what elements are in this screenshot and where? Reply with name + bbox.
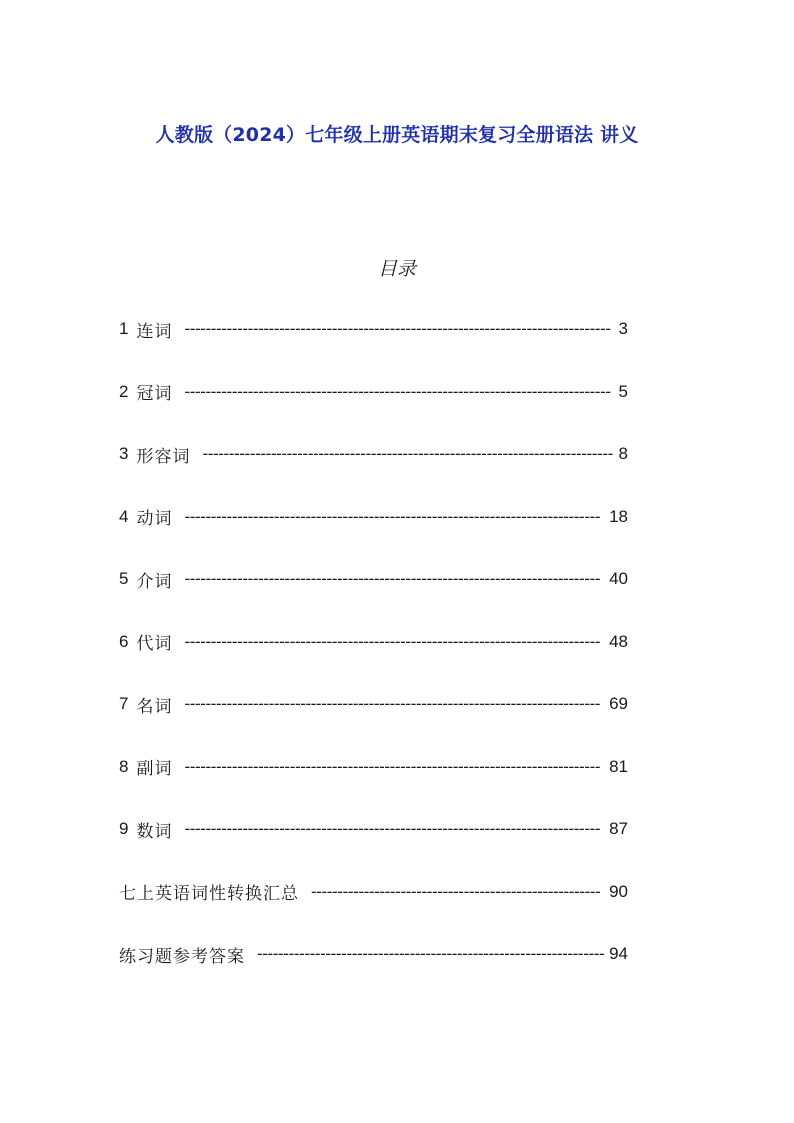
toc-entry-number: 2 [119, 381, 129, 401]
toc-entry[interactable] [119, 566, 628, 592]
toc-entry-page: 90 [609, 881, 628, 901]
toc-entry-label: 七上英语词性转换汇总 [119, 884, 299, 904]
toc-entry-label: 名词 [136, 696, 173, 717]
toc-entry-number: 4 [119, 506, 129, 526]
toc-entry-label: 介词 [136, 571, 173, 592]
toc-entry-label: 代词 [136, 634, 173, 654]
toc-entry[interactable] [119, 691, 628, 717]
toc-dot-leader: ------------------------------------------------------------------------------- [184, 569, 601, 588]
toc-entry-page: 3 [618, 319, 628, 338]
toc-entry-label: 副词 [136, 759, 173, 779]
toc-dot-leader: ------------------------------------------------------------------------------- [184, 819, 601, 838]
toc-entry[interactable] [119, 504, 628, 530]
toc-entry[interactable] [119, 941, 628, 967]
toc-entry-page: 18 [609, 506, 628, 526]
toc-dot-leader: ------------------------------------------------------------------------------- [184, 694, 601, 713]
toc-entry-label: 连词 [136, 321, 173, 342]
toc-entry[interactable] [119, 879, 628, 905]
toc-entry-page: 87 [609, 819, 628, 838]
toc-entry-page: 8 [618, 444, 628, 463]
toc-heading: 目录 [377, 258, 416, 280]
toc-entry[interactable] [119, 754, 628, 780]
toc-dot-leader: ------------------------------------------------------------------------------- [184, 631, 601, 651]
toc-entry-number: 5 [119, 569, 129, 588]
toc-entry-page: 40 [609, 569, 628, 588]
toc-entry-label: 冠词 [136, 384, 173, 404]
toc-dot-leader: --------------------------------------------------------------------------------- [184, 381, 611, 401]
toc-dot-leader: ------------------------------------------------------------------ [257, 944, 605, 963]
toc-entry-page: 94 [609, 944, 628, 963]
toc-dot-leader: ------------------------------------------------------------------------------- [184, 506, 601, 526]
toc-entry[interactable] [119, 629, 628, 655]
toc-dot-leader: ------------------------------------------------------------------------------- [184, 756, 601, 776]
toc-entry-page: 5 [618, 381, 628, 401]
toc-entry-number: 7 [119, 694, 129, 713]
toc-entry-page: 69 [609, 694, 628, 713]
toc-entry[interactable] [119, 316, 628, 342]
toc-entry[interactable] [119, 441, 628, 467]
toc-entry-label: 练习题参考答案 [119, 946, 245, 967]
toc-dot-leader: --------------------------------------------------------------------------------- [184, 319, 611, 338]
toc-dot-leader: ------------------------------------------------------------------------------ [202, 444, 613, 463]
toc-entry-number: 9 [119, 819, 129, 838]
toc-entry-number: 1 [119, 319, 129, 338]
toc-entry-label: 形容词 [136, 446, 191, 467]
toc-entry-number: 8 [119, 756, 129, 776]
toc-entry[interactable] [119, 379, 628, 405]
toc-entry-page: 48 [609, 631, 628, 651]
toc-entry-number: 3 [119, 444, 129, 463]
toc-entry-label: 动词 [136, 509, 173, 529]
toc-entry-page: 81 [609, 756, 628, 776]
toc-entry-label: 数词 [136, 821, 173, 842]
toc-entry[interactable] [119, 816, 628, 842]
document-title: 人教版（2024）七年级上册英语期末复习全册语法 讲义 [155, 124, 639, 146]
toc-entry-number: 6 [119, 631, 129, 651]
toc-dot-leader: ------------------------------------------------------- [311, 881, 601, 901]
